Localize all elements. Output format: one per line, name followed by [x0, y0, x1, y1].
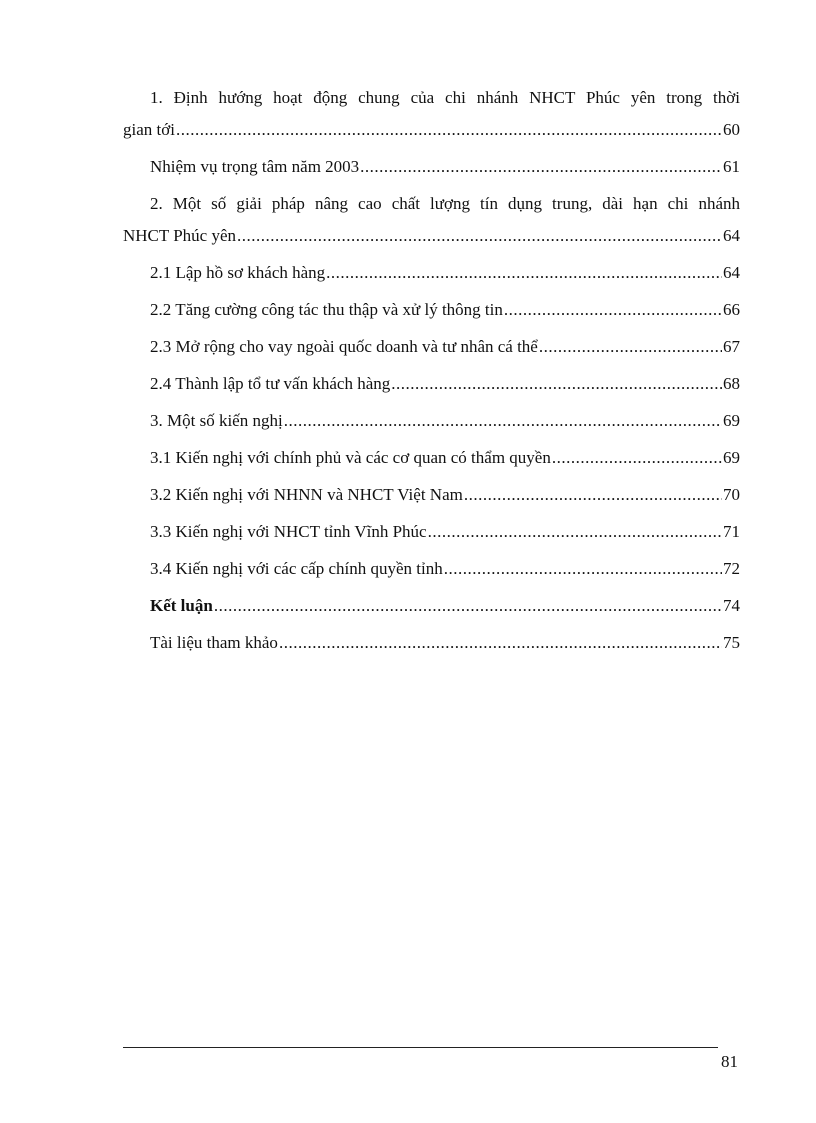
toc-entry-text: Nhiệm vụ trọng tâm năm 2003: [150, 157, 360, 176]
toc-entry: [123, 442, 740, 474]
toc-entry-page: 74: [723, 596, 740, 615]
footer-divider: [123, 1047, 718, 1048]
toc-dot-leader: [391, 368, 722, 400]
toc-entry-line1: 2. Một số giải pháp nâng cao chất lượng tín dụng trung, dài hạn chi nhánh: [150, 194, 740, 213]
toc-entry-page: 61: [723, 157, 740, 176]
toc-entry-text: 3.2 Kiến nghị với NHNN và NHCT Việt Nam: [150, 485, 463, 504]
toc-entry: [123, 257, 740, 289]
toc-entry: [123, 151, 740, 183]
toc-dot-leader: [237, 220, 722, 252]
toc-dot-leader: [279, 627, 722, 659]
toc-dot-leader: [176, 114, 722, 146]
toc-entry: [123, 479, 740, 511]
toc-dot-leader: [326, 257, 722, 289]
toc-entry-page: 72: [723, 559, 740, 578]
toc-entry-text: 2.2 Tăng cường công tác thu thập và xử lý thông tin: [150, 300, 503, 319]
toc-entry: [123, 590, 740, 622]
toc-entry: [123, 627, 740, 659]
toc-entry: [123, 405, 740, 437]
toc-entry-line2: [123, 220, 740, 252]
toc-entry-line2: [123, 114, 740, 146]
toc-entry: [123, 331, 740, 363]
toc-dot-leader: [444, 553, 722, 585]
toc-entry-page: 75: [723, 633, 740, 652]
toc-entry-text: 2.3 Mở rộng cho vay ngoài quốc doanh và tư nhân cá thể: [150, 337, 538, 356]
table-of-contents: [123, 82, 740, 664]
toc-entry-text: 3.4 Kiến nghị với các cấp chính quyền tỉnh: [150, 559, 443, 578]
toc-entry-text: gian tới: [123, 120, 175, 139]
toc-entry-line1: 1. Định hướng hoạt động chung của chi nhánh NHCT Phúc yên trong thời: [150, 88, 740, 107]
toc-dot-leader: [504, 294, 722, 326]
toc-entry-text: 3. Một số kiến nghị: [150, 411, 283, 430]
toc-dot-leader: [284, 405, 722, 437]
toc-entry: [123, 82, 740, 146]
toc-entry-page: 64: [723, 226, 740, 245]
toc-entry-page: 70: [723, 485, 740, 504]
toc-entry-text: 3.1 Kiến nghị với chính phủ và các cơ quan có thẩm quyền: [150, 448, 551, 467]
toc-entry-text: Kết luận: [150, 596, 213, 615]
toc-entry-page: 69: [723, 448, 740, 467]
toc-dot-leader: [428, 516, 722, 548]
toc-entry-text: Tài liệu tham khảo: [150, 633, 278, 652]
toc-entry-page: 71: [723, 522, 740, 541]
toc-entry-page: 69: [723, 411, 740, 430]
toc-entry-page: 64: [723, 263, 740, 282]
toc-entry-text: 2.1 Lập hồ sơ khách hàng: [150, 263, 326, 282]
toc-entry-page: 60: [723, 120, 740, 139]
toc-entry: [123, 553, 740, 585]
toc-dot-leader: [552, 442, 722, 474]
toc-entry-text: NHCT Phúc yên: [123, 226, 237, 245]
toc-entry-text: 2.4 Thành lập tổ tư vấn khách hàng: [150, 374, 391, 393]
toc-dot-leader: [464, 479, 722, 511]
toc-entry: [123, 516, 740, 548]
page-number: 81: [721, 1052, 738, 1071]
toc-entry-text: 3.3 Kiến nghị với NHCT tỉnh Vĩnh Phúc: [150, 522, 427, 541]
toc-entry-page: 66: [723, 300, 740, 319]
toc-dot-leader: [214, 590, 722, 622]
toc-dot-leader: [360, 151, 722, 183]
toc-dot-leader: [539, 331, 722, 363]
toc-entry: [123, 188, 740, 252]
toc-entry-page: 67: [723, 337, 740, 356]
toc-entry-page: 68: [723, 374, 740, 393]
toc-entry: [123, 368, 740, 400]
toc-entry: [123, 294, 740, 326]
